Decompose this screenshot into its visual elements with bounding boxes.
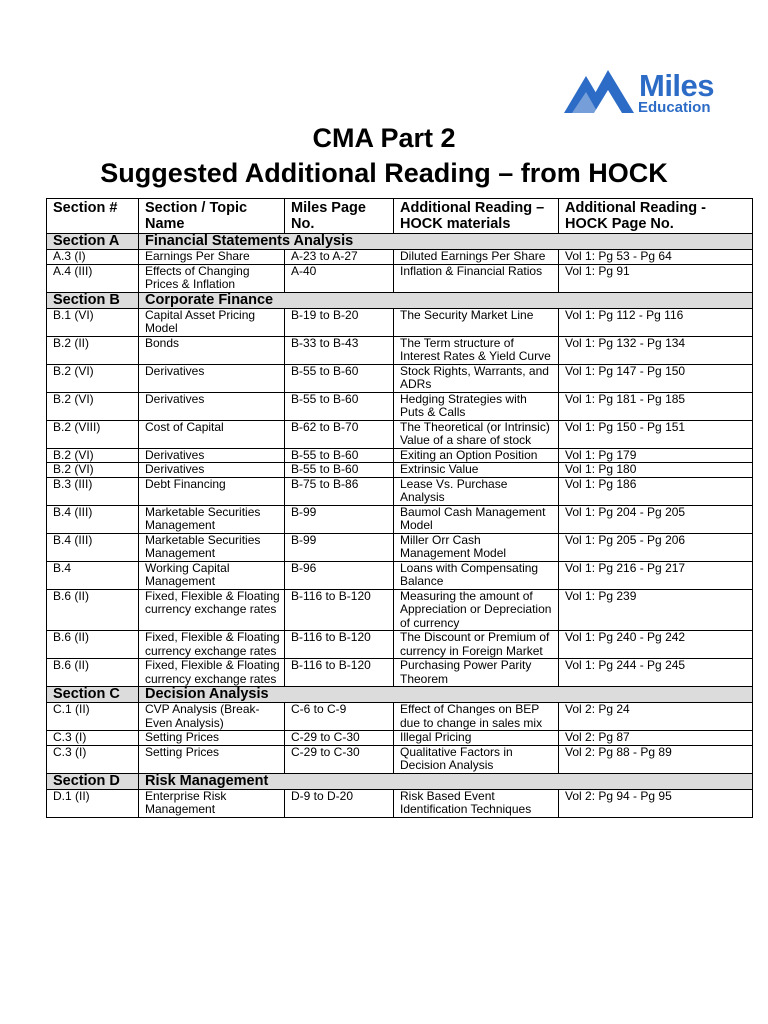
hock-page-cell: Vol 1: Pg 179 bbox=[559, 448, 753, 463]
topic-name-cell: Earnings Per Share bbox=[139, 250, 285, 265]
table-row bbox=[47, 631, 753, 659]
table-row bbox=[47, 336, 753, 364]
hock-reading-cell: The Theoretical (or Intrinsic) Value of a share of stock bbox=[394, 420, 559, 448]
topic-name-cell: Setting Prices bbox=[139, 745, 285, 773]
section-number-cell: B.4 (III) bbox=[47, 505, 139, 533]
topic-name-cell: Cost of Capital bbox=[139, 420, 285, 448]
hock-reading-cell: The Discount or Premium of currency in Foreign Market bbox=[394, 631, 559, 659]
miles-page-cell: A-40 bbox=[285, 264, 394, 292]
topic-name-cell: Debt Financing bbox=[139, 477, 285, 505]
section-number-cell: A.3 (I) bbox=[47, 250, 139, 265]
hock-page-cell: Vol 2: Pg 87 bbox=[559, 731, 753, 746]
topic-name-cell: Fixed, Flexible & Floating currency exchange rates bbox=[139, 589, 285, 631]
reading-table bbox=[46, 198, 753, 818]
miles-page-cell: B-55 to B-60 bbox=[285, 448, 394, 463]
section-number-cell: A.4 (III) bbox=[47, 264, 139, 292]
table-row bbox=[47, 308, 753, 336]
topic-name-cell: Derivatives bbox=[139, 463, 285, 478]
topic-name-cell: Derivatives bbox=[139, 448, 285, 463]
section-number-cell: B.4 (III) bbox=[47, 533, 139, 561]
hock-page-cell: Vol 1: Pg 186 bbox=[559, 477, 753, 505]
topic-name-cell: Effects of Changing Prices & Inflation bbox=[139, 264, 285, 292]
topic-name-cell: Marketable Securities Management bbox=[139, 533, 285, 561]
hock-reading-cell: Inflation & Financial Ratios bbox=[394, 264, 559, 292]
table-row bbox=[47, 533, 753, 561]
miles-page-cell: B-99 bbox=[285, 533, 394, 561]
section-number-cell: B.2 (VI) bbox=[47, 448, 139, 463]
section-number-cell: B.6 (II) bbox=[47, 631, 139, 659]
section-number-cell: B.1 (VI) bbox=[47, 308, 139, 336]
hock-page-cell: Vol 1: Pg 91 bbox=[559, 264, 753, 292]
page-subtitle: Suggested Additional Reading – from HOCK bbox=[100, 158, 668, 188]
hock-page-cell: Vol 1: Pg 204 - Pg 205 bbox=[559, 505, 753, 533]
section-row bbox=[47, 234, 753, 250]
hock-reading-cell: Lease Vs. Purchase Analysis bbox=[394, 477, 559, 505]
table-row bbox=[47, 589, 753, 631]
miles-page-cell: B-116 to B-120 bbox=[285, 589, 394, 631]
section-number-cell: B.2 (VI) bbox=[47, 392, 139, 420]
miles-page-cell: B-19 to B-20 bbox=[285, 308, 394, 336]
miles-page-cell: A-23 to A-27 bbox=[285, 250, 394, 265]
hock-page-cell: Vol 1: Pg 181 - Pg 185 bbox=[559, 392, 753, 420]
miles-page-cell: B-116 to B-120 bbox=[285, 659, 394, 687]
table-row bbox=[47, 789, 753, 817]
section-code: Section B bbox=[47, 292, 139, 308]
table-header-row bbox=[47, 199, 753, 234]
table-row bbox=[47, 392, 753, 420]
hock-reading-cell: Effect of Changes on BEP due to change in sales mix bbox=[394, 703, 559, 731]
section-code: Section A bbox=[47, 234, 139, 250]
section-number-cell: B.2 (VI) bbox=[47, 364, 139, 392]
section-number-cell: B.3 (III) bbox=[47, 477, 139, 505]
hock-reading-cell: The Term structure of Interest Rates & Yield Curve bbox=[394, 336, 559, 364]
topic-name-cell: Setting Prices bbox=[139, 731, 285, 746]
hock-page-cell: Vol 1: Pg 240 - Pg 242 bbox=[559, 631, 753, 659]
section-name: Decision Analysis bbox=[139, 687, 753, 703]
table-row bbox=[47, 659, 753, 687]
hock-reading-cell: Stock Rights, Warrants, and ADRs bbox=[394, 364, 559, 392]
mountain-logo-icon bbox=[564, 68, 638, 118]
table-row bbox=[47, 703, 753, 731]
topic-name-cell: Fixed, Flexible & Floating currency exchange rates bbox=[139, 631, 285, 659]
section-name: Risk Management bbox=[139, 773, 753, 789]
hock-page-cell: Vol 1: Pg 112 - Pg 116 bbox=[559, 308, 753, 336]
topic-name-cell: Derivatives bbox=[139, 392, 285, 420]
column-header: Section / Topic Name bbox=[139, 199, 285, 234]
table-row bbox=[47, 463, 753, 478]
table-row bbox=[47, 477, 753, 505]
table-row bbox=[47, 250, 753, 265]
miles-page-cell: B-96 bbox=[285, 561, 394, 589]
miles-education-logo bbox=[564, 68, 754, 118]
section-number-cell: B.4 bbox=[47, 561, 139, 589]
page-title: CMA Part 2 bbox=[312, 123, 456, 153]
topic-name-cell: Capital Asset Pricing Model bbox=[139, 308, 285, 336]
topic-name-cell: Fixed, Flexible & Floating currency exchange rates bbox=[139, 659, 285, 687]
hock-reading-cell: Qualitative Factors in Decision Analysis bbox=[394, 745, 559, 773]
hock-page-cell: Vol 1: Pg 150 - Pg 151 bbox=[559, 420, 753, 448]
topic-name-cell: CVP Analysis (Break-Even Analysis) bbox=[139, 703, 285, 731]
hock-page-cell: Vol 1: Pg 180 bbox=[559, 463, 753, 478]
brand-subtitle: Education bbox=[638, 99, 711, 116]
section-row bbox=[47, 292, 753, 308]
hock-reading-cell: Baumol Cash Management Model bbox=[394, 505, 559, 533]
hock-page-cell: Vol 2: Pg 94 - Pg 95 bbox=[559, 789, 753, 817]
section-name: Corporate Finance bbox=[139, 292, 753, 308]
section-number-cell: C.3 (I) bbox=[47, 745, 139, 773]
section-row bbox=[47, 687, 753, 703]
miles-page-cell: B-55 to B-60 bbox=[285, 392, 394, 420]
section-number-cell: D.1 (II) bbox=[47, 789, 139, 817]
hock-reading-cell: Exiting an Option Position bbox=[394, 448, 559, 463]
section-number-cell: B.6 (II) bbox=[47, 659, 139, 687]
hock-reading-cell: The Security Market Line bbox=[394, 308, 559, 336]
section-name: Financial Statements Analysis bbox=[139, 234, 753, 250]
hock-page-cell: Vol 1: Pg 132 - Pg 134 bbox=[559, 336, 753, 364]
hock-page-cell: Vol 1: Pg 216 - Pg 217 bbox=[559, 561, 753, 589]
table-row bbox=[47, 731, 753, 746]
miles-page-cell: C-6 to C-9 bbox=[285, 703, 394, 731]
section-number-cell: B.2 (II) bbox=[47, 336, 139, 364]
miles-page-cell: B-75 to B-86 bbox=[285, 477, 394, 505]
section-number-cell: B.2 (VI) bbox=[47, 463, 139, 478]
section-number-cell: B.6 (II) bbox=[47, 589, 139, 631]
section-number-cell: C.1 (II) bbox=[47, 703, 139, 731]
section-row bbox=[47, 773, 753, 789]
table-row bbox=[47, 264, 753, 292]
hock-reading-cell: Loans with Compensating Balance bbox=[394, 561, 559, 589]
section-number-cell: C.3 (I) bbox=[47, 731, 139, 746]
miles-page-cell: B-55 to B-60 bbox=[285, 364, 394, 392]
hock-reading-cell: Risk Based Event Identification Techniques bbox=[394, 789, 559, 817]
hock-page-cell: Vol 1: Pg 205 - Pg 206 bbox=[559, 533, 753, 561]
miles-page-cell: B-116 to B-120 bbox=[285, 631, 394, 659]
hock-page-cell: Vol 2: Pg 88 - Pg 89 bbox=[559, 745, 753, 773]
miles-page-cell: B-62 to B-70 bbox=[285, 420, 394, 448]
hock-page-cell: Vol 1: Pg 147 - Pg 150 bbox=[559, 364, 753, 392]
hock-reading-cell: Illegal Pricing bbox=[394, 731, 559, 746]
topic-name-cell: Bonds bbox=[139, 336, 285, 364]
hock-reading-cell: Extrinsic Value bbox=[394, 463, 559, 478]
topic-name-cell: Marketable Securities Management bbox=[139, 505, 285, 533]
miles-page-cell: D-9 to D-20 bbox=[285, 789, 394, 817]
column-header: Additional Reading – HOCK materials bbox=[394, 199, 559, 234]
hock-reading-cell: Measuring the amount of Appreciation or Depreciation of currency bbox=[394, 589, 559, 631]
miles-page-cell: C-29 to C-30 bbox=[285, 731, 394, 746]
hock-reading-cell: Purchasing Power Parity Theorem bbox=[394, 659, 559, 687]
column-header: Miles Page No. bbox=[285, 199, 394, 234]
hock-page-cell: Vol 1: Pg 53 - Pg 64 bbox=[559, 250, 753, 265]
miles-page-cell: B-55 to B-60 bbox=[285, 463, 394, 478]
miles-page-cell: B-33 to B-43 bbox=[285, 336, 394, 364]
section-code: Section C bbox=[47, 687, 139, 703]
table-row bbox=[47, 561, 753, 589]
table-row bbox=[47, 420, 753, 448]
topic-name-cell: Enterprise Risk Management bbox=[139, 789, 285, 817]
hock-page-cell: Vol 1: Pg 239 bbox=[559, 589, 753, 631]
column-header: Section # bbox=[47, 199, 139, 234]
hock-page-cell: Vol 2: Pg 24 bbox=[559, 703, 753, 731]
topic-name-cell: Derivatives bbox=[139, 364, 285, 392]
section-number-cell: B.2 (VIII) bbox=[47, 420, 139, 448]
section-code: Section D bbox=[47, 773, 139, 789]
miles-page-cell: B-99 bbox=[285, 505, 394, 533]
hock-page-cell: Vol 1: Pg 244 - Pg 245 bbox=[559, 659, 753, 687]
table-row bbox=[47, 745, 753, 773]
hock-reading-cell: Hedging Strategies with Puts & Calls bbox=[394, 392, 559, 420]
table-row bbox=[47, 364, 753, 392]
table-body bbox=[47, 234, 753, 818]
hock-reading-cell: Diluted Earnings Per Share bbox=[394, 250, 559, 265]
hock-reading-cell: Miller Orr Cash Management Model bbox=[394, 533, 559, 561]
column-header: Additional Reading - HOCK Page No. bbox=[559, 199, 753, 234]
topic-name-cell: Working Capital Management bbox=[139, 561, 285, 589]
miles-page-cell: C-29 to C-30 bbox=[285, 745, 394, 773]
table-row bbox=[47, 505, 753, 533]
brand-name: Miles bbox=[639, 68, 715, 103]
table-row bbox=[47, 448, 753, 463]
